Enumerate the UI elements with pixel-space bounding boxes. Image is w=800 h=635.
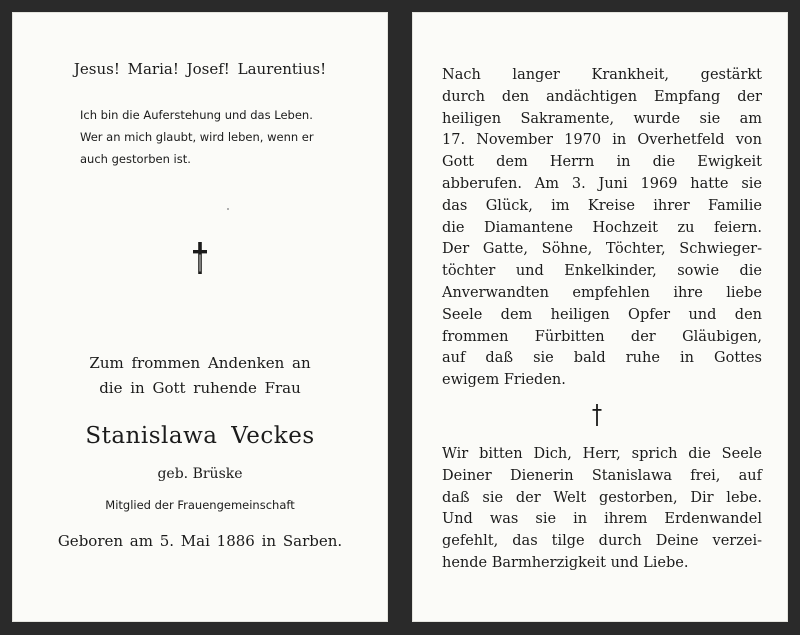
prayer-line: gefehlt, das tilge durch Deine verzei-	[442, 533, 762, 550]
quote-line: Ich bin die Auferstehung und das Leben.	[80, 108, 313, 122]
latin-cross-icon	[193, 242, 207, 274]
prayer-line: hende Barmherzigkeit und Liebe.	[442, 554, 689, 571]
dagger-cross-icon	[592, 404, 602, 426]
paper-speck	[227, 208, 229, 210]
right-card	[412, 12, 788, 622]
biography-line: ewigem Frieden.	[442, 372, 566, 389]
deceased-name: Stanislawa Veckes	[85, 423, 315, 449]
prayer-line: Deiner Dienerin Stanislawa frei, auf	[442, 467, 762, 484]
birth-info: Geboren am 5. Mai 1886 in Sarben.	[57, 532, 343, 550]
biography-line: töchter und Enkelkinder, sowie die	[442, 263, 762, 280]
biography-line: das Glück, im Kreise ihrer Familie	[442, 197, 762, 214]
biography-line: durch den andächtigen Empfang der	[442, 88, 762, 105]
prayer-line: Und was sie in ihrem Erdenwandel	[442, 511, 762, 528]
scripture-quote	[80, 104, 370, 170]
biography-line: frommen Fürbitten der Gläubigen,	[442, 328, 762, 345]
biography-line: Nach langer Krankheit, gestärkt	[442, 67, 762, 83]
memorial-text	[12, 351, 388, 401]
quote-line: Wer an mich glaubt, wird leben, wenn er	[80, 130, 314, 144]
left-card	[12, 12, 388, 622]
prayer-line: Wir bitten Dich, Herr, sprich die Seele	[442, 446, 762, 462]
maiden-name: geb. Brüske	[157, 466, 243, 482]
biography-line: Der Gatte, Söhne, Töchter, Schwieger-	[442, 241, 762, 258]
prayer	[442, 444, 762, 575]
quote-line: auch gestorben ist.	[80, 152, 191, 166]
prayer-line: daß sie der Welt gestorben, Dir lebe.	[442, 489, 762, 506]
biography-line: Gott dem Herrn in die Ewigkeit	[442, 154, 762, 171]
memorial-line: Zum frommen Andenken an	[89, 354, 311, 372]
biography-line: 17. November 1970 in Overhetfeld von	[442, 132, 762, 149]
biography-line: abberufen. Am 3. Juni 1969 hatte sie	[442, 175, 762, 192]
biography-line: heiligen Sakramente, wurde sie am	[442, 110, 762, 127]
membership: Mitglied der Frauengemeinschaft	[105, 498, 295, 512]
invocation: Jesus! Maria! Josef! Laurentius!	[73, 60, 327, 78]
biography-line: Anverwandten empfehlen ihre liebe	[442, 284, 762, 301]
biography-line: Seele dem heiligen Opfer und den	[442, 306, 762, 323]
biography	[442, 65, 762, 392]
biography-line: auf daß sie bald ruhe in Gottes	[442, 350, 762, 367]
memorial-line: die in Gott ruhende Frau	[99, 379, 301, 397]
biography-line: die Diamantene Hochzeit zu feiern.	[442, 219, 762, 236]
